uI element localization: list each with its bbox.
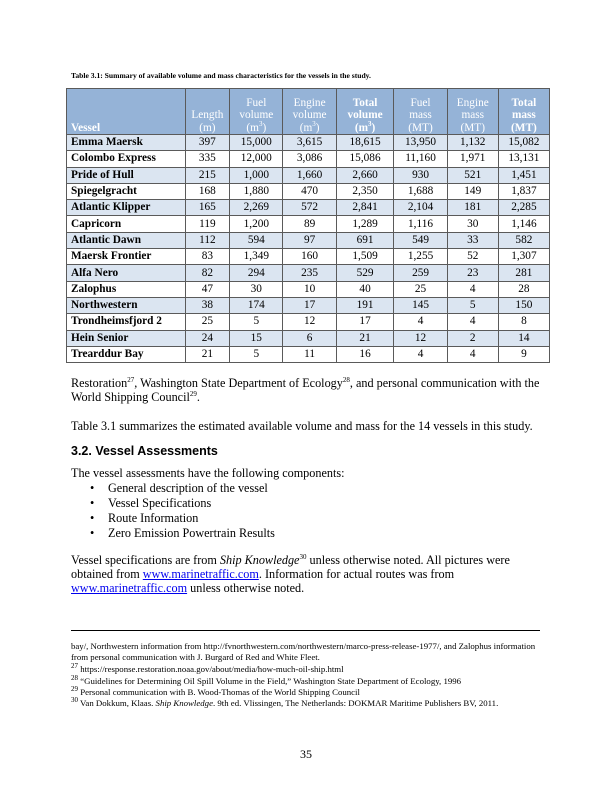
section-heading: 3.2. Vessel Assessments — [71, 444, 218, 458]
cell-total-volume: 40 — [336, 281, 394, 297]
cell-engine-volume: 12 — [283, 314, 336, 330]
cell-fuel-volume: 1,000 — [230, 167, 283, 183]
col-header-length: Length (m) — [185, 89, 230, 135]
cell-engine-volume: 3,615 — [283, 135, 336, 151]
cell-total-mass: 1,837 — [498, 183, 549, 199]
table-row — [67, 249, 550, 265]
cell-length: 25 — [185, 314, 230, 330]
cell-engine-mass: 181 — [447, 200, 498, 216]
cell-length: 168 — [185, 183, 230, 199]
cell-engine-volume: 89 — [283, 216, 336, 232]
paragraph-components-intro: The vessel assessments have the following components: — [71, 466, 345, 480]
marinetraffic-link[interactable]: www.marinetraffic.com — [71, 581, 188, 595]
paragraph-sources: Restoration$^{27}$, Washington State Department of Ecology$^{28}$, and personal communication with the World Shipping Council$^{29}$. — [71, 375, 540, 404]
cell-fuel-volume: 594 — [230, 232, 283, 248]
footnote-28: $^{28}$ “Guidelines for Determining Oil Spill Volume in the Field,” Washington State Department of Ecology, 1996 — [71, 674, 462, 686]
col-header-engine-mass: Engine mass (MT) — [447, 89, 498, 135]
table-row — [67, 314, 550, 330]
cell-engine-volume: 97 — [283, 232, 336, 248]
cell-fuel-volume: 1,880 — [230, 183, 283, 199]
cell-fuel-mass: 145 — [394, 297, 447, 313]
footnote-27: $^{27}$ https://response.restoration.noaa.gov/about/media/how-much-oil-ship.html — [71, 662, 344, 674]
cell-vessel: Atlantic Klipper — [67, 200, 186, 216]
table-caption: Table 3.1: Summary of available volume and mass characteristics for the vessels in the study. — [71, 71, 371, 80]
cell-total-volume: 529 — [336, 265, 394, 281]
cell-engine-mass: 33 — [447, 232, 498, 248]
cell-total-volume: 2,660 — [336, 167, 394, 183]
cell-total-mass: 13,131 — [498, 151, 549, 167]
cell-fuel-mass: 1,116 — [394, 216, 447, 232]
cell-vessel: Colombo Express — [67, 151, 186, 167]
bullet-icon: • — [90, 511, 95, 525]
cell-engine-volume: 3,086 — [283, 151, 336, 167]
col-header-engine-volume: Engine volume $(m^3)$ — [283, 89, 336, 135]
cell-engine-mass: 52 — [447, 249, 498, 265]
cell-fuel-mass: 13,950 — [394, 135, 447, 151]
cell-fuel-mass: 1,255 — [394, 249, 447, 265]
table-row — [67, 297, 550, 313]
bullet-icon: • — [90, 496, 95, 510]
cell-total-mass: 150 — [498, 297, 549, 313]
cell-fuel-mass: 549 — [394, 232, 447, 248]
cell-vessel: Hein Senior — [67, 330, 186, 346]
cell-length: 112 — [185, 232, 230, 248]
cell-length: 335 — [185, 151, 230, 167]
col-header-total-volume: Total volume $(m^3)$ — [336, 89, 394, 135]
cell-total-mass: 281 — [498, 265, 549, 281]
cell-total-mass: 28 — [498, 281, 549, 297]
cell-fuel-mass: 2,104 — [394, 200, 447, 216]
cell-vessel: Spiegelgracht — [67, 183, 186, 199]
footnote-continuation: bay/, Northwestern information from http://fvnorthwestern.com/northwestern/marco-press-release-1977/, and Zalophus information from personal communication with J. Burgard of Red and White Fleet. — [71, 641, 536, 662]
list-item: • Route Information — [90, 511, 199, 525]
cell-total-volume: 21 — [336, 330, 394, 346]
cell-vessel: Atlantic Dawn — [67, 232, 186, 248]
cell-engine-volume: 10 — [283, 281, 336, 297]
cell-length: 83 — [185, 249, 230, 265]
vessel-summary-table — [66, 88, 550, 363]
cell-length: 21 — [185, 346, 230, 362]
cell-length: 24 — [185, 330, 230, 346]
cell-fuel-mass: 4 — [394, 346, 447, 362]
cell-engine-mass: 521 — [447, 167, 498, 183]
footnote-divider — [71, 630, 540, 631]
cell-total-mass: 1,307 — [498, 249, 549, 265]
cell-length: 165 — [185, 200, 230, 216]
table-row — [67, 232, 550, 248]
cell-fuel-volume: 5 — [230, 346, 283, 362]
cell-vessel: Capricorn — [67, 216, 186, 232]
table-row — [67, 167, 550, 183]
cell-vessel: Northwestern — [67, 297, 186, 313]
table-row — [67, 265, 550, 281]
cell-engine-volume: 470 — [283, 183, 336, 199]
col-header-vessel: Vessel — [67, 89, 186, 135]
bullet-icon: • — [90, 481, 95, 495]
cell-engine-mass: 2 — [447, 330, 498, 346]
cell-length: 82 — [185, 265, 230, 281]
cell-total-volume: 691 — [336, 232, 394, 248]
col-header-total-mass: Total mass (MT) — [498, 89, 549, 135]
bullet-icon: • — [90, 526, 95, 540]
cell-total-mass: 1,451 — [498, 167, 549, 183]
cell-engine-mass: 30 — [447, 216, 498, 232]
cell-fuel-volume: 5 — [230, 314, 283, 330]
cell-total-volume: 2,350 — [336, 183, 394, 199]
cell-total-volume: 15,086 — [336, 151, 394, 167]
cell-engine-mass: 4 — [447, 346, 498, 362]
paragraph-specification-sources: Vessel specifications are from Ship Knowledge$^{30}$ unless otherwise noted. All pictures were obtained from www.marinetraffic.com. Information for actual routes was from www.marinetraffic.com unless otherwise noted. — [71, 552, 510, 595]
components-list — [90, 481, 275, 541]
cell-total-volume: 2,841 — [336, 200, 394, 216]
footnote-30: $^{30}$ Van Dokkum, Klaas. Ship Knowledge. 9th ed. Vlissingen, The Netherlands: DOKMAR Maritime Publishers BV, 2011. — [71, 696, 499, 708]
cell-vessel: Zalophus — [67, 281, 186, 297]
table-row — [67, 200, 550, 216]
cell-engine-mass: 23 — [447, 265, 498, 281]
cell-vessel: Maersk Frontier — [67, 249, 186, 265]
table-row — [67, 135, 550, 151]
cell-fuel-mass: 12 — [394, 330, 447, 346]
cell-vessel: Trearddur Bay — [67, 346, 186, 362]
cell-total-mass: 582 — [498, 232, 549, 248]
cell-fuel-volume: 1,349 — [230, 249, 283, 265]
cell-engine-volume: 6 — [283, 330, 336, 346]
cell-engine-volume: 572 — [283, 200, 336, 216]
cell-fuel-volume: 12,000 — [230, 151, 283, 167]
cell-fuel-volume: 294 — [230, 265, 283, 281]
cell-engine-mass: 5 — [447, 297, 498, 313]
cell-total-volume: 18,615 — [336, 135, 394, 151]
cell-engine-volume: 235 — [283, 265, 336, 281]
cell-fuel-mass: 11,160 — [394, 151, 447, 167]
table-row — [67, 346, 550, 362]
cell-engine-volume: 17 — [283, 297, 336, 313]
cell-fuel-mass: 259 — [394, 265, 447, 281]
cell-fuel-mass: 1,688 — [394, 183, 447, 199]
col-header-fuel-mass: Fuel mass (MT) — [394, 89, 447, 135]
cell-fuel-volume: 174 — [230, 297, 283, 313]
footnote-29: $^{29}$ Personal communication with B. Wood-Thomas of the World Shipping Council — [71, 685, 360, 697]
cell-vessel: Trondheimsfjord 2 — [67, 314, 186, 330]
cell-length: 119 — [185, 216, 230, 232]
col-header-fuel-volume: Fuel volume $(m^3)$ — [230, 89, 283, 135]
cell-engine-volume: 1,660 — [283, 167, 336, 183]
cell-vessel: Alfa Nero — [67, 265, 186, 281]
cell-fuel-mass: 930 — [394, 167, 447, 183]
cell-total-mass: 9 — [498, 346, 549, 362]
table-row — [67, 216, 550, 232]
cell-fuel-mass: 25 — [394, 281, 447, 297]
cell-total-mass: 15,082 — [498, 135, 549, 151]
cell-total-volume: 1,509 — [336, 249, 394, 265]
cell-fuel-volume: 15 — [230, 330, 283, 346]
table-row — [67, 151, 550, 167]
cell-total-mass: 14 — [498, 330, 549, 346]
cell-total-volume: 17 — [336, 314, 394, 330]
cell-vessel: Pride of Hull — [67, 167, 186, 183]
cell-total-volume: 191 — [336, 297, 394, 313]
cell-engine-mass: 1,971 — [447, 151, 498, 167]
cell-engine-mass: 1,132 — [447, 135, 498, 151]
cell-total-volume: 16 — [336, 346, 394, 362]
cell-engine-volume: 11 — [283, 346, 336, 362]
cell-total-mass: 1,146 — [498, 216, 549, 232]
list-item: • Vessel Specifications — [90, 496, 212, 510]
cell-length: 215 — [185, 167, 230, 183]
cell-total-mass: 8 — [498, 314, 549, 330]
cell-length: 397 — [185, 135, 230, 151]
cell-engine-volume: 160 — [283, 249, 336, 265]
marinetraffic-link[interactable]: www.marinetraffic.com — [142, 567, 259, 581]
cell-fuel-volume: 15,000 — [230, 135, 283, 151]
cell-fuel-volume: 2,269 — [230, 200, 283, 216]
list-item: • Zero Emission Powertrain Results — [90, 526, 275, 540]
paragraph-table-summary: Table 3.1 summarizes the estimated available volume and mass for the 14 vessels in this study. — [71, 419, 533, 433]
cell-fuel-mass: 4 — [394, 314, 447, 330]
cell-engine-mass: 149 — [447, 183, 498, 199]
table-row — [67, 330, 550, 346]
cell-total-mass: 2,285 — [498, 200, 549, 216]
table-row — [67, 183, 550, 199]
cell-engine-mass: 4 — [447, 314, 498, 330]
cell-engine-mass: 4 — [447, 281, 498, 297]
cell-length: 47 — [185, 281, 230, 297]
list-item: • General description of the vessel — [90, 481, 268, 495]
cell-fuel-volume: 1,200 — [230, 216, 283, 232]
cell-fuel-volume: 30 — [230, 281, 283, 297]
cell-length: 38 — [185, 297, 230, 313]
cell-total-volume: 1,289 — [336, 216, 394, 232]
cell-vessel: Emma Maersk — [67, 135, 186, 151]
page-number: 35 — [300, 747, 312, 761]
table-row — [67, 281, 550, 297]
table-header-row — [67, 89, 550, 135]
